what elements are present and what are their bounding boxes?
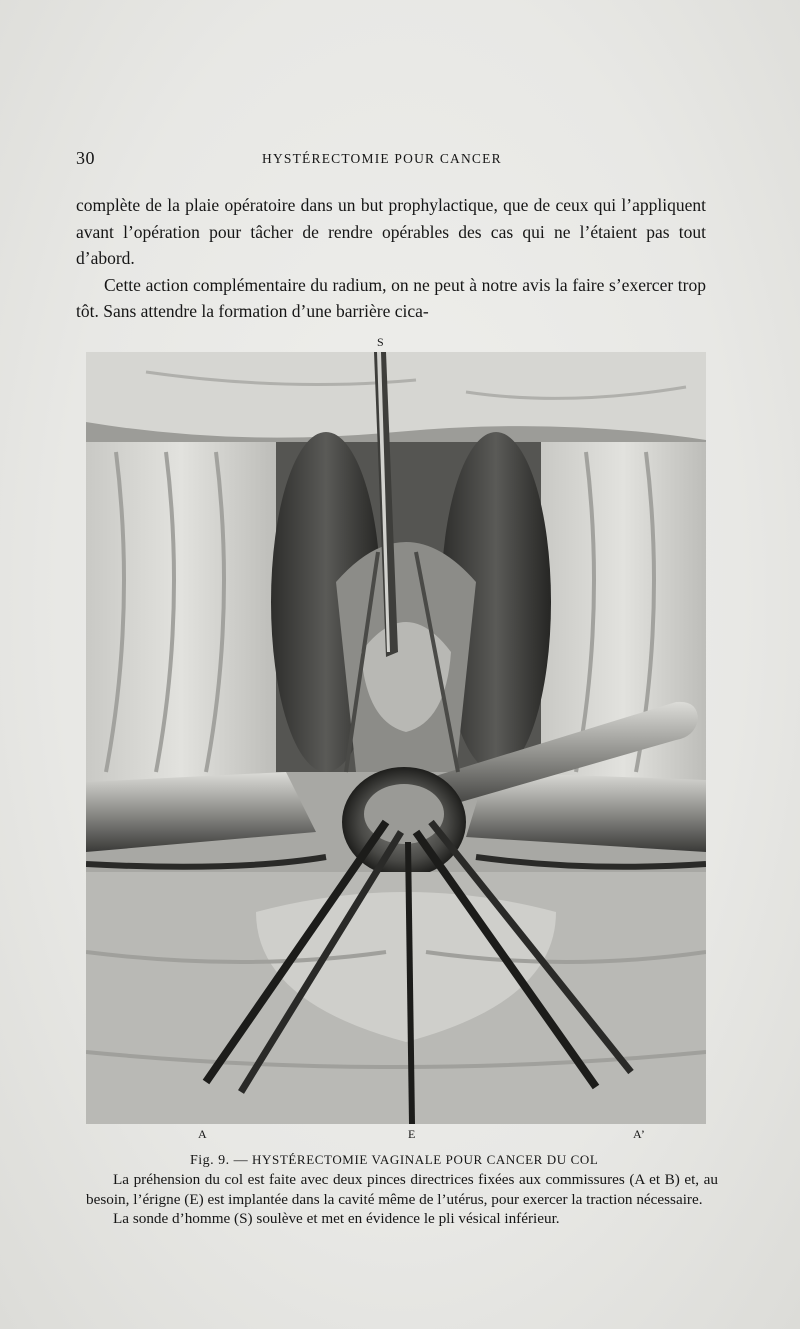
figure-label-s: S [377, 335, 385, 349]
figure-label-a-prime: A’ [633, 1127, 646, 1141]
paragraph-2: Cette action complémentaire du radium, on ne peut à notre avis la faire s’exercer trop tôt. Sans attendre la formation d’une barrière cica- [76, 274, 706, 321]
caption-body [86, 1170, 718, 1229]
body-text [76, 192, 706, 325]
figure-title: HYSTÉRECTOMIE VAGINALE POUR CANCER DU COL [252, 1152, 599, 1167]
paragraph-1: complète de la plaie opératoire dans un but prophylactique, que de ceux qui l’appliquent avant l’opération pour tâcher de rendre opérables des cas qui ne l’étaient pas tout d’abord. [76, 195, 706, 268]
caption-text-1: La préhension du col est faite avec deux pinces directrices fixées aux commissures (A et B) et, au besoin, l’érigne (E) est implantée dans la cavité même de l’utérus, pour exercer la traction nécessaire. [86, 1171, 718, 1208]
page-number: 30 [76, 148, 95, 168]
surgical-illustration [86, 352, 706, 1124]
illustration-drawing [86, 352, 706, 1124]
caption-text-2: La sonde d’homme (S) soulève et met en évidence le pli vésical inférieur. [113, 1210, 560, 1227]
caption-title [190, 1152, 598, 1169]
running-head: HYSTÉRECTOMIE POUR CANCER [262, 151, 502, 166]
figure-label-e: E [408, 1127, 416, 1141]
figure-number: Fig. 9. — [190, 1153, 249, 1168]
figure-label-a: A [198, 1127, 208, 1141]
